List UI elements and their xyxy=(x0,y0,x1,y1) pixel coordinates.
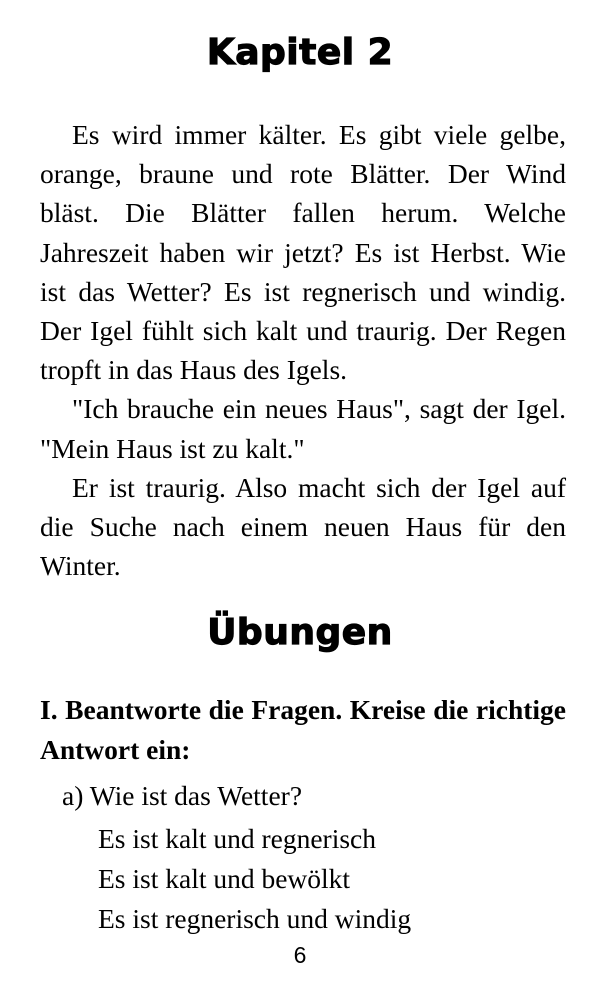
exercise-instruction: I. Beantworte die Fragen. Kreise die richtige Antwort ein: xyxy=(40,694,566,765)
exercises-title: Übungen xyxy=(207,612,393,653)
page-number: 6 xyxy=(293,942,307,968)
answer-option[interactable]: Es ist kalt und regnerisch xyxy=(98,823,376,854)
story-paragraph: "Ich brauche ein neues Haus", sagt der Igel. "Mein Haus ist zu kalt." xyxy=(40,393,566,464)
story-text xyxy=(40,115,566,585)
answer-options xyxy=(98,819,411,939)
exercise-question: a) Wie ist das Wetter? xyxy=(62,780,303,811)
story-paragraph: Er ist traurig. Also macht sich der Igel auf die Suche nach einem neuen Haus für den Winter. xyxy=(40,471,566,582)
story-paragraph: Es wird immer kälter. Es gibt viele gelbe, orange, braune und rote Blätter. Der Wind bläst. Die Blätter fallen herum. Welche Jahreszeit haben wir jetzt? Es ist Herbst. Wie ist das Wetter? Es ist regnerisch und windig. Der Igel fühlt sich kalt und traurig. Der Regen tropft in das Haus des Igels. xyxy=(40,119,566,386)
answer-option[interactable]: Es ist kalt und bewölkt xyxy=(98,863,351,894)
answer-option[interactable]: Es ist regnerisch und windig xyxy=(98,903,412,934)
chapter-title: Kapitel 2 xyxy=(206,32,394,73)
